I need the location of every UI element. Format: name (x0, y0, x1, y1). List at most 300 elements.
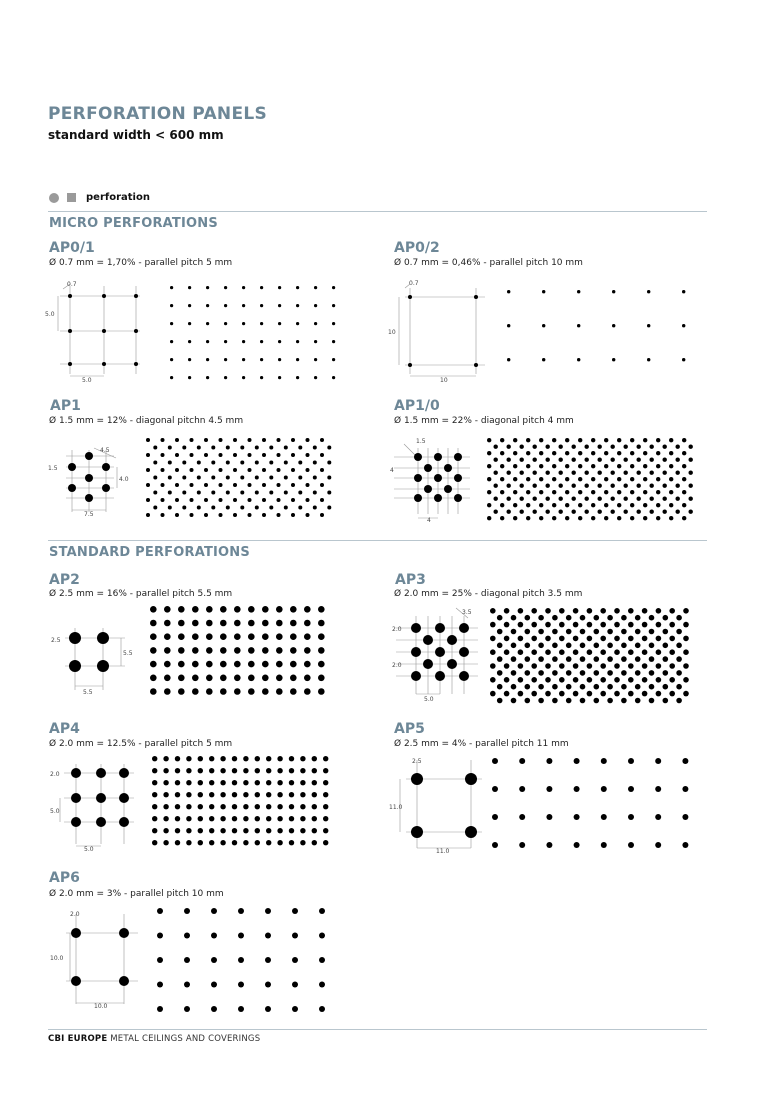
perforation-hole (233, 483, 237, 487)
perforation-hole (598, 445, 602, 449)
perforation-hole (552, 503, 556, 507)
perforation-hole (663, 643, 669, 649)
perforation-hole (291, 468, 295, 472)
perforation-hole (607, 670, 613, 676)
perforation-hole (607, 656, 613, 662)
perforation-hole (539, 451, 543, 455)
perforation-hole (255, 506, 259, 510)
panel-title-ap1: AP1 (50, 398, 81, 414)
perforation-hole (184, 1006, 190, 1012)
dim-horizontal: 10 (440, 377, 448, 384)
perforation-hole (233, 513, 237, 517)
perforation-hole (601, 786, 607, 792)
perforation-hole (663, 445, 667, 449)
perforation-hole (635, 615, 641, 621)
perforation-hole (676, 629, 682, 635)
pattern-ap3 (488, 606, 694, 704)
perforation-hole (186, 756, 191, 761)
perforation-hole (518, 622, 524, 628)
perforation-hole (220, 606, 227, 613)
perforation-hole (157, 982, 163, 988)
perforation-hole (152, 840, 157, 845)
perforation-hole (175, 513, 179, 517)
footer-brand: CBI EUROPE (48, 1034, 108, 1044)
perforation-hole (262, 675, 269, 682)
perforation-hole (656, 477, 660, 481)
perforation-hole (220, 780, 225, 785)
perforation-hole (206, 647, 213, 654)
perforation-hole (526, 438, 530, 442)
diagram-ap0-2 (385, 276, 495, 386)
perforation-hole (519, 786, 525, 792)
perforation-hole (150, 633, 157, 640)
perforation-hole (663, 458, 667, 462)
perforation-hole (190, 468, 194, 472)
perforation-hole (240, 461, 244, 465)
perforation-hole (248, 498, 252, 502)
perforation-hole (656, 503, 660, 507)
perforation-hole (153, 461, 157, 465)
perforation-hole (683, 636, 689, 642)
dim-hole: 0.7 (409, 280, 419, 287)
perforation-hole (318, 633, 325, 640)
perforation-hole (262, 633, 269, 640)
perforation-hole (591, 477, 595, 481)
perforation-hole (232, 816, 237, 821)
perforation-hole (511, 670, 517, 676)
perforation-hole (566, 615, 572, 621)
pattern-ap1 (144, 436, 334, 524)
perforation-hole (607, 698, 613, 704)
perforation-hole (233, 453, 237, 457)
perforation-hole (574, 758, 580, 764)
perforation-hole (598, 497, 602, 501)
perforation-hole (580, 629, 586, 635)
panel-desc-ap4: Ø 2.0 mm = 12.5% - parallel pitch 5 mm (49, 739, 233, 749)
perforation-hole (265, 908, 271, 914)
perforation-hole (617, 490, 621, 494)
perforation-hole (291, 483, 295, 487)
dim-horizontal: 5.5 (83, 689, 93, 696)
perforation-hole (559, 458, 563, 462)
perforation-hole (146, 453, 150, 457)
perforation-hole (656, 438, 660, 442)
perforation-hole (650, 445, 654, 449)
perforation-hole (296, 358, 299, 361)
perforation-hole (266, 756, 271, 761)
perforation-hole (206, 358, 209, 361)
perforation-hole (518, 636, 524, 642)
perforation-hole (211, 933, 217, 939)
perforation-hole (600, 636, 606, 642)
perforation-hole (175, 768, 180, 773)
perforation-hole (168, 506, 172, 510)
perforation-hole (175, 498, 179, 502)
perforation-hole (611, 445, 615, 449)
perforation-hole (607, 643, 613, 649)
perforation-hole (232, 792, 237, 797)
perforation-hole (531, 636, 537, 642)
perforation-hole (292, 957, 298, 963)
perforation-hole (526, 503, 530, 507)
perforation-hole (612, 324, 615, 327)
perforation-hole (323, 756, 328, 761)
perforation-hole (683, 691, 689, 697)
perforation-hole (546, 842, 552, 848)
perforation-hole (587, 622, 593, 628)
perforation-hole (604, 490, 608, 494)
perforation-hole (175, 804, 180, 809)
perforation-hole (580, 684, 586, 690)
perforation-hole (513, 451, 517, 455)
perforation-hole (269, 446, 273, 450)
perforation-hole (186, 840, 191, 845)
perforation-hole (242, 304, 245, 307)
perforation-hole (327, 506, 331, 510)
dim-hole: 1.5 (48, 465, 58, 472)
perforation-hole (220, 768, 225, 773)
perforation-hole (248, 633, 255, 640)
perforation-hole (312, 840, 317, 845)
perforation-hole (518, 663, 524, 669)
perforation-hole (617, 516, 621, 520)
perforation-hole (211, 982, 217, 988)
perforation-hole (565, 503, 569, 507)
perforation-hole (538, 629, 544, 635)
perforation-hole (255, 446, 259, 450)
perforation-hole (175, 780, 180, 785)
dim-hole: 1.5 (416, 438, 426, 445)
perforation-hole (277, 483, 281, 487)
perforation-hole (542, 290, 545, 293)
perforation-hole (552, 490, 556, 494)
perforation-hole (306, 513, 310, 517)
perforation-hole (211, 476, 215, 480)
perforation-hole (192, 675, 199, 682)
perforation-hole (255, 780, 260, 785)
perforation-hole (573, 649, 579, 655)
perforation-hole (219, 513, 223, 517)
perforation-hole (163, 780, 168, 785)
perforation-hole (262, 688, 269, 695)
perforation-hole (490, 608, 496, 614)
perforation-hole (513, 477, 517, 481)
perforation-hole (647, 324, 650, 327)
perforation-hole (170, 358, 173, 361)
perforation-hole (164, 688, 171, 695)
perforation-hole (242, 286, 245, 289)
panel-desc-ap0-1: Ø 0.7 mm = 1,70% - parallel pitch 5 mm (49, 258, 233, 268)
panel-title-ap0-1: AP0/1 (49, 240, 95, 256)
perforation-hole (642, 608, 648, 614)
perforation-hole (320, 498, 324, 502)
perforation-hole (298, 476, 302, 480)
perforation-hole (243, 792, 248, 797)
perforation-hole (573, 636, 579, 642)
perforation-hole (518, 677, 524, 683)
perforation-hole (192, 606, 199, 613)
perforation-hole (559, 691, 565, 697)
perforation-hole (513, 438, 517, 442)
perforation-hole (669, 464, 673, 468)
perforation-hole (559, 649, 565, 655)
perforation-hole (614, 636, 620, 642)
perforation-hole (332, 358, 335, 361)
perforation-hole (504, 608, 510, 614)
perforation-hole (683, 677, 689, 683)
perforation-hole (164, 606, 171, 613)
perforation-hole (587, 608, 593, 614)
perforation-hole (507, 471, 511, 475)
perforation-hole (240, 506, 244, 510)
perforation-hole (178, 661, 185, 668)
perforation-hole (572, 484, 576, 488)
perforation-hole (290, 647, 297, 654)
legend-label: perforation (86, 192, 150, 203)
perforation-hole (242, 376, 245, 379)
perforation-hole (289, 780, 294, 785)
perforation-hole (157, 908, 163, 914)
perforation-hole (262, 453, 266, 457)
page-title: PERFORATION PANELS (48, 104, 268, 124)
perforation-hole (669, 636, 675, 642)
perforation-hole (206, 322, 209, 325)
perforation-hole (248, 438, 252, 442)
perforation-hole (594, 698, 600, 704)
perforation-hole (323, 780, 328, 785)
perforation-hole (198, 780, 203, 785)
perforation-hole (546, 814, 552, 820)
perforation-hole (188, 286, 191, 289)
perforation-hole (232, 828, 237, 833)
perforation-hole (559, 445, 563, 449)
perforation-hole (643, 438, 647, 442)
perforation-hole (220, 792, 225, 797)
perforation-hole (676, 684, 682, 690)
perforation-hole (157, 957, 163, 963)
perforation-hole (276, 606, 283, 613)
perforation-hole (276, 688, 283, 695)
perforation-hole (552, 615, 558, 621)
perforation-hole (242, 358, 245, 361)
perforation-hole (318, 688, 325, 695)
perforation-hole (682, 451, 686, 455)
perforation-hole (628, 622, 634, 628)
dim-hole: 2.0 (70, 911, 80, 918)
perforation-hole (289, 840, 294, 845)
perforation-hole (182, 506, 186, 510)
perforation-hole (520, 497, 524, 501)
perforation-hole (190, 453, 194, 457)
perforation-hole (600, 691, 606, 697)
perforation-hole (248, 513, 252, 517)
perforation-hole (296, 340, 299, 343)
perforation-hole (552, 629, 558, 635)
perforation-hole (292, 933, 298, 939)
perforation-hole (642, 663, 648, 669)
perforation-hole (313, 476, 317, 480)
perforation-hole (600, 663, 606, 669)
perforation-hole (546, 786, 552, 792)
perforation-hole (614, 649, 620, 655)
perforation-hole (226, 476, 230, 480)
perforation-hole (211, 1006, 217, 1012)
perforation-hole (656, 663, 662, 669)
perforation-hole (224, 286, 227, 289)
perforation-hole (637, 484, 641, 488)
perforation-hole (507, 290, 510, 293)
perforation-hole (262, 483, 266, 487)
perforation-hole (186, 780, 191, 785)
perforation-hole (248, 620, 255, 627)
perforation-hole (234, 620, 241, 627)
perforation-hole (621, 670, 627, 676)
perforation-hole (520, 458, 524, 462)
dim-vertical: 11.0 (389, 804, 403, 811)
perforation-hole (175, 438, 179, 442)
perforation-hole (182, 491, 186, 495)
perforation-hole (573, 691, 579, 697)
perforation-hole (580, 643, 586, 649)
perforation-hole (206, 304, 209, 307)
perforation-hole (630, 516, 634, 520)
perforation-hole (566, 670, 572, 676)
diagram-ap6 (48, 904, 148, 1010)
perforation-hole (572, 497, 576, 501)
perforation-hole (650, 497, 654, 501)
perforation-hole (255, 828, 260, 833)
perforation-hole (600, 622, 606, 628)
perforation-hole (511, 629, 517, 635)
perforation-hole (682, 490, 686, 494)
dim-horizontal: 5.0 (82, 377, 92, 384)
perforation-hole (559, 510, 563, 514)
perforation-hole (585, 484, 589, 488)
perforation-hole (572, 445, 576, 449)
dim-diagonal: 3.5 (462, 609, 472, 616)
perforation-hole (289, 804, 294, 809)
perforation-hole (277, 453, 281, 457)
perforation-hole (545, 636, 551, 642)
perforation-hole (689, 484, 693, 488)
perforation-hole (255, 756, 260, 761)
perforation-hole (319, 933, 325, 939)
perforation-hole (669, 477, 673, 481)
section-title-standard: STANDARD PERFORATIONS (49, 545, 250, 560)
perforation-hole (157, 933, 163, 939)
perforation-hole (656, 451, 660, 455)
perforation-hole (198, 768, 203, 773)
dim-horizontal: 4 (427, 517, 431, 524)
perforation-hole (490, 663, 496, 669)
perforation-hole (150, 606, 157, 613)
perforation-hole (269, 491, 273, 495)
perforation-hole (164, 647, 171, 654)
perforation-hole (284, 491, 288, 495)
perforation-hole (198, 792, 203, 797)
perforation-hole (507, 324, 510, 327)
perforation-hole (525, 698, 531, 704)
perforation-hole (500, 516, 504, 520)
perforation-hole (296, 322, 299, 325)
perforation-hole (656, 516, 660, 520)
perforation-hole (663, 656, 669, 662)
perforation-hole (186, 816, 191, 821)
perforation-hole (226, 491, 230, 495)
perforation-hole (507, 510, 511, 514)
perforation-hole (197, 461, 201, 465)
perforation-hole (487, 503, 491, 507)
perforation-hole (546, 758, 552, 764)
perforation-hole (306, 498, 310, 502)
perforation-hole (552, 516, 556, 520)
perforation-hole (269, 476, 273, 480)
perforation-hole (497, 629, 503, 635)
perforation-hole (170, 286, 173, 289)
perforation-hole (511, 615, 517, 621)
perforation-hole (647, 290, 650, 293)
perforation-hole (490, 691, 496, 697)
perforation-hole (323, 804, 328, 809)
perforation-hole (262, 498, 266, 502)
perforation-hole (628, 649, 634, 655)
perforation-hole (545, 691, 551, 697)
perforation-hole (656, 677, 662, 683)
perforation-hole (585, 445, 589, 449)
perforation-hole (266, 804, 271, 809)
pattern-ap6 (155, 906, 335, 1020)
perforation-hole (211, 461, 215, 465)
perforation-hole (276, 661, 283, 668)
perforation-hole (643, 516, 647, 520)
perforation-hole (624, 510, 628, 514)
perforation-hole (572, 458, 576, 462)
perforation-hole (539, 503, 543, 507)
perforation-hole (292, 908, 298, 914)
perforation-hole (242, 340, 245, 343)
perforation-hole (206, 675, 213, 682)
perforation-hole (211, 446, 215, 450)
perforation-hole (552, 698, 558, 704)
perforation-hole (546, 471, 550, 475)
perforation-hole (290, 620, 297, 627)
perforation-hole (643, 477, 647, 481)
perforation-hole (240, 446, 244, 450)
panel-desc-ap2: Ø 2.5 mm = 16% - parallel pitch 5.5 mm (49, 589, 233, 599)
section-title-micro: MICRO PERFORATIONS (49, 216, 218, 231)
perforation-hole (598, 510, 602, 514)
perforation-hole (611, 497, 615, 501)
perforation-hole (262, 606, 269, 613)
diagram-ap1-0 (386, 434, 476, 524)
perforation-hole (624, 497, 628, 501)
perforation-hole (559, 622, 565, 628)
perforation-hole (209, 804, 214, 809)
perforation-hole (265, 982, 271, 988)
perforation-hole (663, 510, 667, 514)
perforation-hole (566, 643, 572, 649)
perforation-hole (291, 453, 295, 457)
perforation-hole (533, 445, 537, 449)
perforation-hole (260, 358, 263, 361)
perforation-hole (598, 458, 602, 462)
perforation-hole (300, 840, 305, 845)
perforation-hole (519, 814, 525, 820)
perforation-hole (676, 510, 680, 514)
perforation-hole (284, 461, 288, 465)
perforation-hole (243, 756, 248, 761)
perforation-hole (607, 615, 613, 621)
